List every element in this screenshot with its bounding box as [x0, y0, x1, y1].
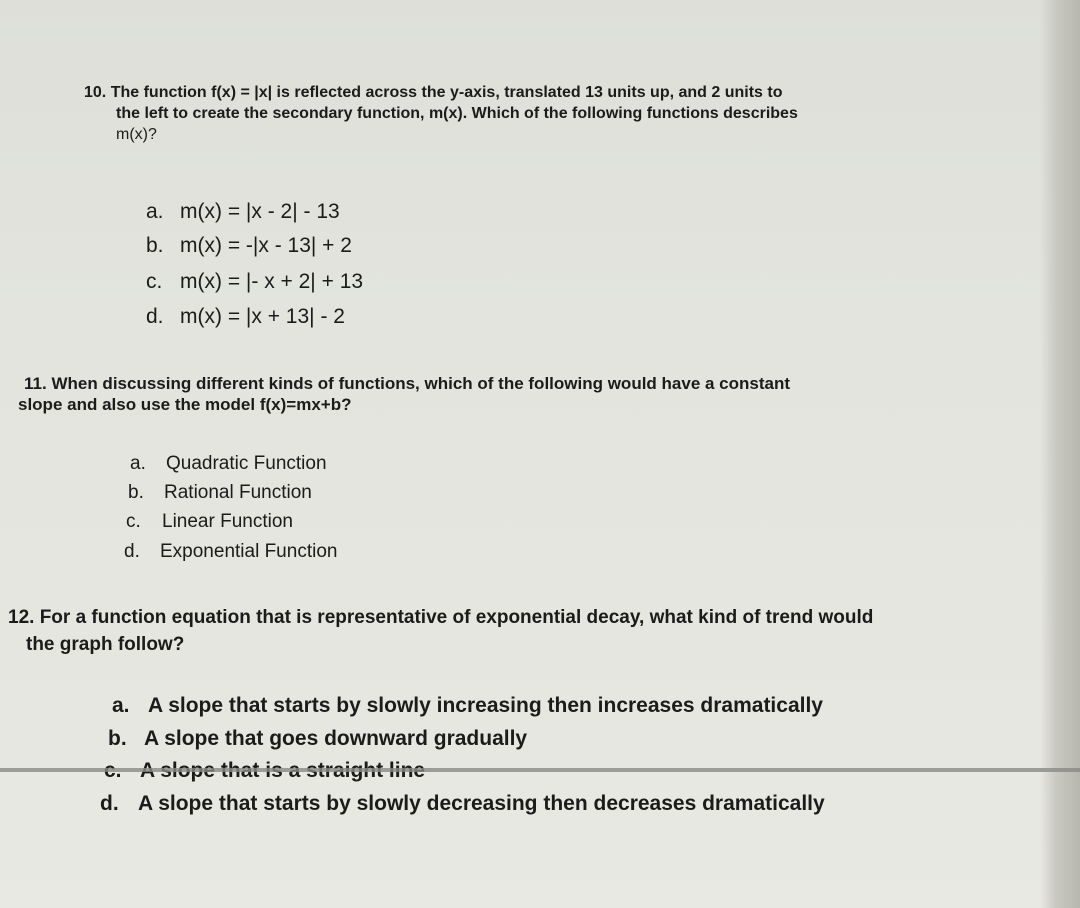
question-line	[8, 604, 1008, 631]
option-text: m(x) = |x + 13| - 2	[180, 305, 345, 328]
option-text: A slope that goes downward gradually	[144, 727, 528, 750]
question-number: 12.	[8, 607, 35, 628]
question-line: the left to create the secondary function, m(x). Which of the following functions describes	[116, 105, 798, 122]
question-11	[18, 373, 964, 415]
option-10d[interactable]	[146, 305, 345, 329]
option-text: Linear Function	[162, 511, 293, 532]
option-11b[interactable]	[128, 482, 312, 504]
question-10	[84, 82, 944, 145]
option-10a[interactable]	[146, 200, 340, 224]
option-11c[interactable]	[126, 511, 293, 533]
question-line: the graph follow?	[26, 634, 185, 655]
option-letter: b.	[146, 234, 164, 257]
option-text: m(x) = |- x + 2| + 13	[180, 270, 364, 293]
question-number: 10.	[84, 84, 107, 101]
question-text: The function f(x) = |x| is reflected across the y-axis, translated 13 units up, and 2 units to	[110, 84, 783, 101]
question-text: When discussing different kinds of functions, which of the following would have a constant	[51, 374, 791, 393]
option-11a[interactable]	[130, 453, 327, 475]
question-line: slope and also use the model f(x)=mx+b?	[18, 395, 352, 414]
option-text: Exponential Function	[160, 541, 338, 562]
option-text: m(x) = |x - 2| - 13	[180, 200, 340, 223]
option-letter: a.	[146, 200, 164, 223]
option-letter: c.	[126, 511, 141, 532]
option-letter: c.	[146, 270, 163, 293]
option-text: Quadratic Function	[166, 453, 327, 474]
option-letter: b.	[128, 482, 144, 503]
option-text: m(x) = -|x - 13| + 2	[180, 234, 352, 257]
option-letter: b.	[108, 727, 127, 750]
option-letter: d.	[100, 792, 119, 815]
option-12a[interactable]	[112, 694, 823, 718]
question-12	[8, 604, 1008, 658]
strike-line	[0, 768, 1080, 772]
option-text: A slope that starts by slowly increasing then increases dramatically	[148, 694, 823, 717]
option-letter: d.	[124, 541, 140, 562]
option-letter: d.	[146, 305, 164, 328]
option-text: A slope that starts by slowly decreasing then decreases dramatically	[138, 792, 825, 815]
option-11d[interactable]	[124, 541, 337, 563]
question-line: m(x)?	[116, 126, 157, 143]
option-letter: a.	[112, 694, 130, 717]
option-12b[interactable]	[108, 727, 527, 751]
question-line	[24, 373, 964, 394]
option-12d[interactable]	[100, 792, 825, 816]
option-text: Rational Function	[164, 482, 312, 503]
question-line	[84, 82, 944, 103]
option-10c[interactable]	[146, 270, 363, 294]
option-10b[interactable]	[146, 234, 352, 258]
question-text: For a function equation that is representative of exponential decay, what kind of trend would	[39, 607, 874, 628]
option-letter: a.	[130, 453, 146, 474]
question-number: 11.	[24, 374, 47, 393]
